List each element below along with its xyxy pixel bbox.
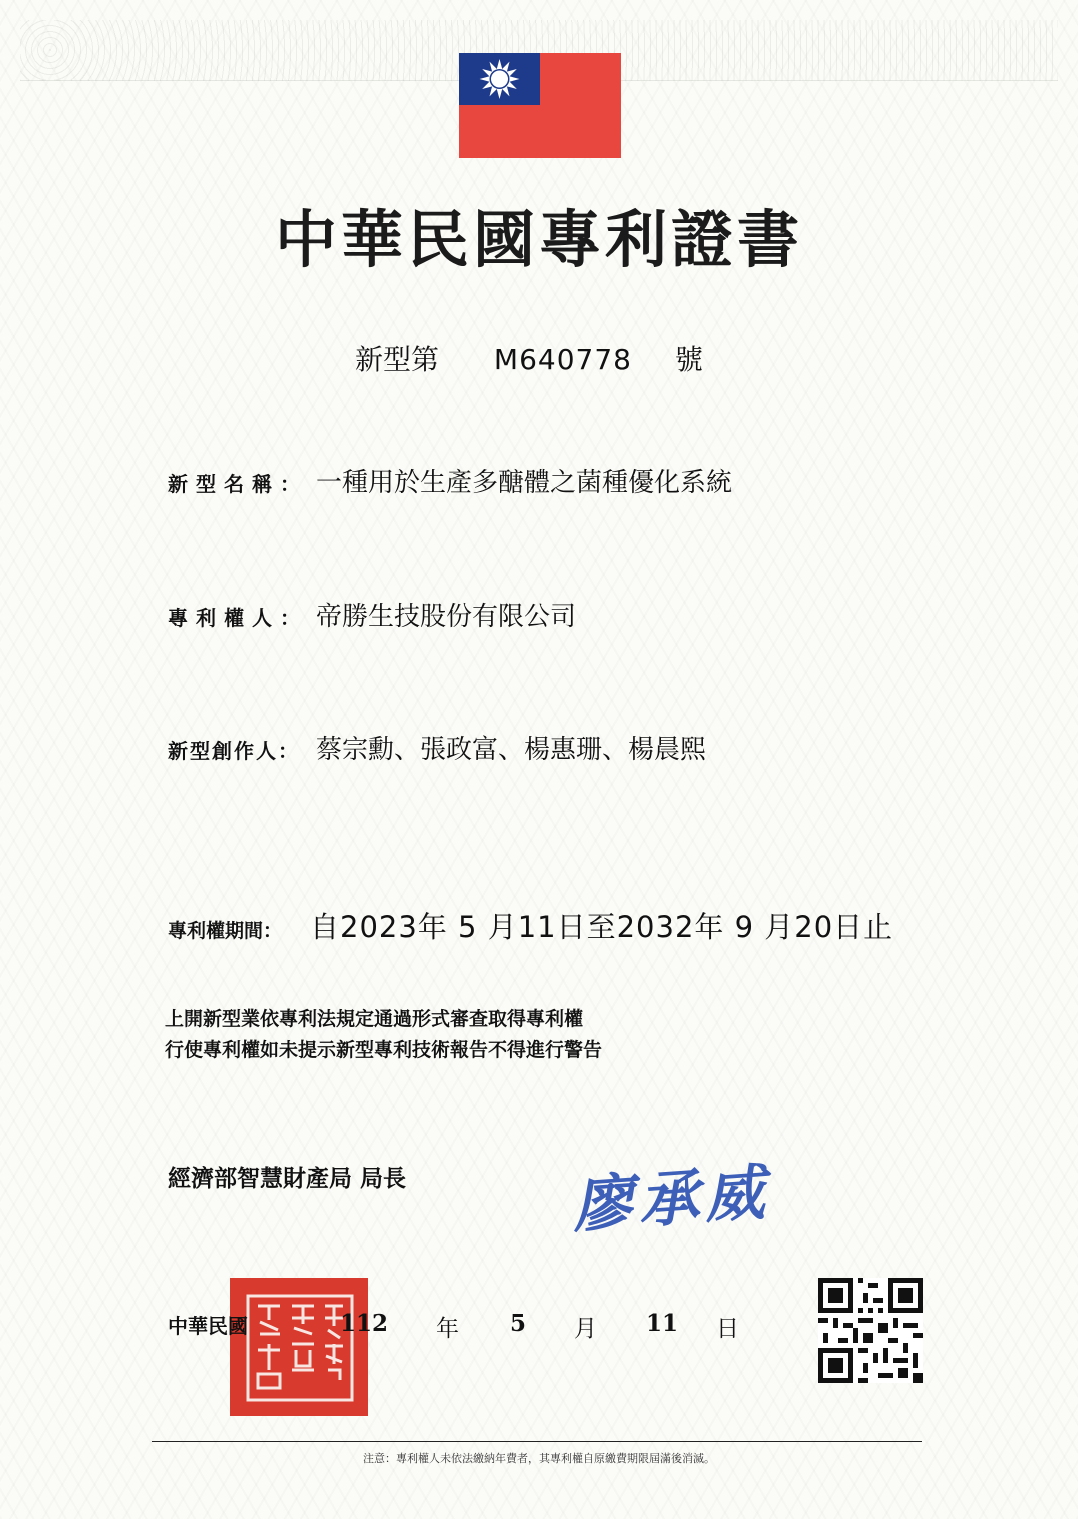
certificate-title: 中華民國專利證書 <box>274 203 803 276</box>
patent-number: M640778 <box>493 343 632 376</box>
national-flag-icon <box>459 53 621 158</box>
notice-line-1: 上開新型業依專利法規定通過形式審查取得專利權 <box>165 1008 584 1030</box>
issue-date-day: 11 <box>646 1310 679 1337</box>
creator-value: 蔡宗勳、張政富、楊惠珊、楊晨熙 <box>316 735 707 765</box>
utility-model-name-row <box>168 462 732 499</box>
patent-period-row <box>168 905 893 946</box>
footer-divider <box>152 1441 922 1442</box>
issue-date-month: 5 <box>510 1310 527 1337</box>
patent-number-prefix: 新型第 <box>355 343 440 376</box>
notice-line-2: 行使專利權如未提示新型專利技術報告不得進行警告 <box>165 1039 603 1061</box>
issue-date-year: 112 <box>340 1310 389 1337</box>
footnote: 注意：專利權人未依法繳納年費者，其專利權自原繳費期限屆滿後消滅。 <box>363 1452 715 1465</box>
patent-period-label: 專利權期間： <box>168 920 283 942</box>
issue-date-era: 中華民國 <box>168 1314 248 1338</box>
issuer-title: 經濟部智慧財產局 局長 <box>168 1166 407 1192</box>
creator-row <box>168 729 706 766</box>
qr-code-icon <box>818 1278 923 1383</box>
director-signature: 廖承威 <box>570 1157 773 1242</box>
patentee-value: 帝勝生技股份有限公司 <box>316 602 577 632</box>
issue-date <box>168 1310 739 1342</box>
issue-date-day-unit: 日 <box>716 1316 739 1342</box>
notice-text <box>165 1004 602 1066</box>
patent-number-line <box>355 338 703 378</box>
creator-label: 新型創作人： <box>168 739 300 763</box>
patent-period-value: 自2023年 5 月11日至2032年 9 月20日止 <box>310 910 894 944</box>
official-seal <box>230 1278 368 1416</box>
patentee-label: 專利權人： <box>168 606 308 630</box>
patentee-row <box>168 596 576 633</box>
utility-model-name-value: 一種用於生產多醣體之菌種優化系統 <box>316 468 733 498</box>
issue-date-month-unit: 月 <box>574 1316 597 1342</box>
issue-date-year-unit: 年 <box>436 1316 459 1342</box>
utility-model-name-label: 新型名稱： <box>168 472 308 496</box>
patent-number-suffix: 號 <box>674 343 703 376</box>
